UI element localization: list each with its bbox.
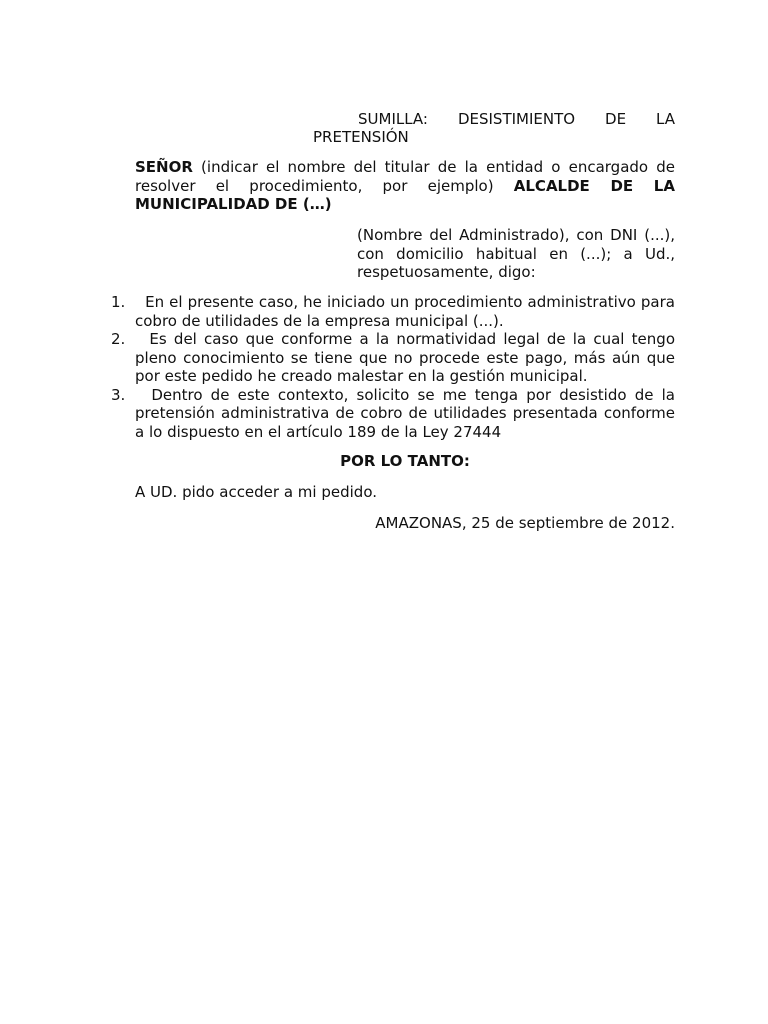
sumilla-line-2: PRETENSIÓN [313, 128, 409, 146]
closing-request: A UD. pido acceder a mi pedido. [135, 483, 377, 501]
addressee-label: SEÑOR [135, 158, 193, 176]
list-item-text: En el presente caso, he iniciado un procedimiento administrativo para cobro de utilidades de la empresa municipal (...). [135, 293, 675, 330]
numbered-points-list [111, 293, 675, 441]
list-item-number: 2. [111, 330, 126, 348]
addressee-instruction: (indicar el nombre del titular de la entidad o encargado de resolver el procedimiento, por ejemplo) [135, 158, 675, 195]
addressee-paragraph [135, 158, 675, 214]
closing-heading: POR LO TANTO: [340, 452, 470, 470]
place-date: AMAZONAS, 25 de septiembre de 2012. [375, 514, 675, 532]
list-item-number: 1. [111, 293, 126, 311]
list-item-text: Dentro de este contexto, solicito se me tenga por desistido de la pretensión administrativa de cobro de utilidades presentada conforme a lo dispuesto en el artículo 189 de la Ley 27444 [135, 385, 675, 441]
sumilla-line-1: SUMILLA: DESISTIMIENTO DE LA [358, 110, 675, 128]
list-item-text: Es del caso que conforme a la normatividad legal de la cual tengo pleno conocimiento se tiene que no procede este pago, más aún que por este pedido he creado malestar en la gestión municipal. [135, 330, 675, 385]
list-item [111, 293, 675, 330]
addressee-recipient: ALCALDE DE LA MUNICIPALIDAD DE (…) [135, 176, 675, 213]
applicant-paragraph: (Nombre del Administrado), con DNI (...), con domicilio habitual en (...); a Ud., respetuosamente, digo: [357, 226, 675, 281]
list-item [111, 386, 675, 442]
list-item [111, 330, 675, 386]
sumilla-heading [313, 110, 675, 146]
list-item-number: 3. [111, 385, 126, 404]
